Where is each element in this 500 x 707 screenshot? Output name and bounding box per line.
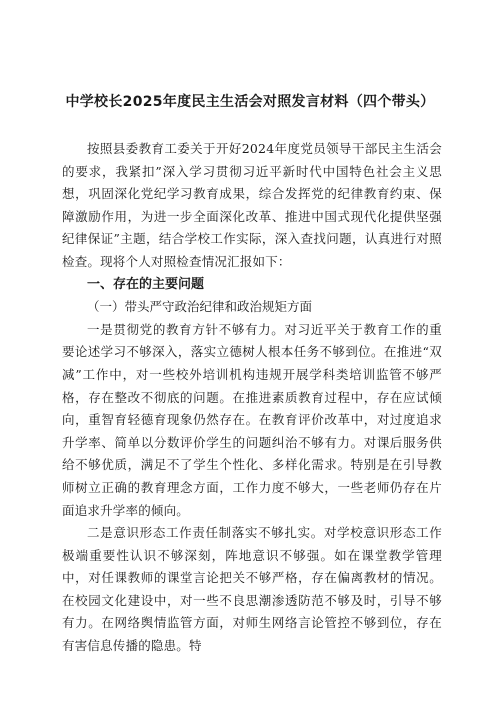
- document-title: 中学校长2025年度民主生活会对照发言材料（四个带头）: [65, 94, 435, 110]
- subsection-heading: （一）带头严守政治纪律和政治规矩方面: [87, 299, 313, 315]
- body-paragraph-2: 二是意识形态工作责任制落实不够扎实。对学校意识形态工作极端重要性认识不够深刻，阵地意识不够强。如在课堂教学管理中，对任课教师的课堂言论把关不够严格，存在偏离教材的情况。在校园文化建设中，对一些不良思潮渗透防范不够及时，引导不够有力。在网络舆情监管方面，对师生网络言论管控不够到位，存在有害信息传播的隐患。特: [62, 525, 442, 654]
- intro-paragraph: 按照县委教育工委关于开好2024年度党员领导干部民主生活会的要求，我紧扣”深入学习贯彻习近平新时代中国特色社会主义思想，巩固深化党纪学习教育成果，综合发挥党的纪律教育约束、保障激励作用，为进一步全面深化改革、推进中国式现代化提供坚强纪律保证”主题，结合学校工作实际，深入查找问题，认真进行对照检查。现将个人对照检查情况汇报如下：: [62, 141, 442, 269]
- section-heading: 一、存在的主要问题: [87, 276, 205, 292]
- document-body: [62, 138, 442, 658]
- body-paragraph-1: 一是贯彻党的教育方针不够有力。对习近平关于教育工作的重要论述学习不够深入，落实立德树人根本任务不够到位。在推进“双减”工作中，对一些校外培训机构违规开展学科类培训监管不够严格，存在整改不彻底的问题。在推进素质教育过程中，存在应试倾向，重智育轻德育现象仍然存在。在教育评价改革中，对过度追求升学率、简单以分数评价学生的问题纠治不够有力。对课后服务供给不够优质，满足不了学生个性化、多样化需求。特别是在引导教师树立正确的教育理念方面，工作力度不够大，一些老师仍存在片面追求升学率的倾向。: [62, 321, 442, 518]
